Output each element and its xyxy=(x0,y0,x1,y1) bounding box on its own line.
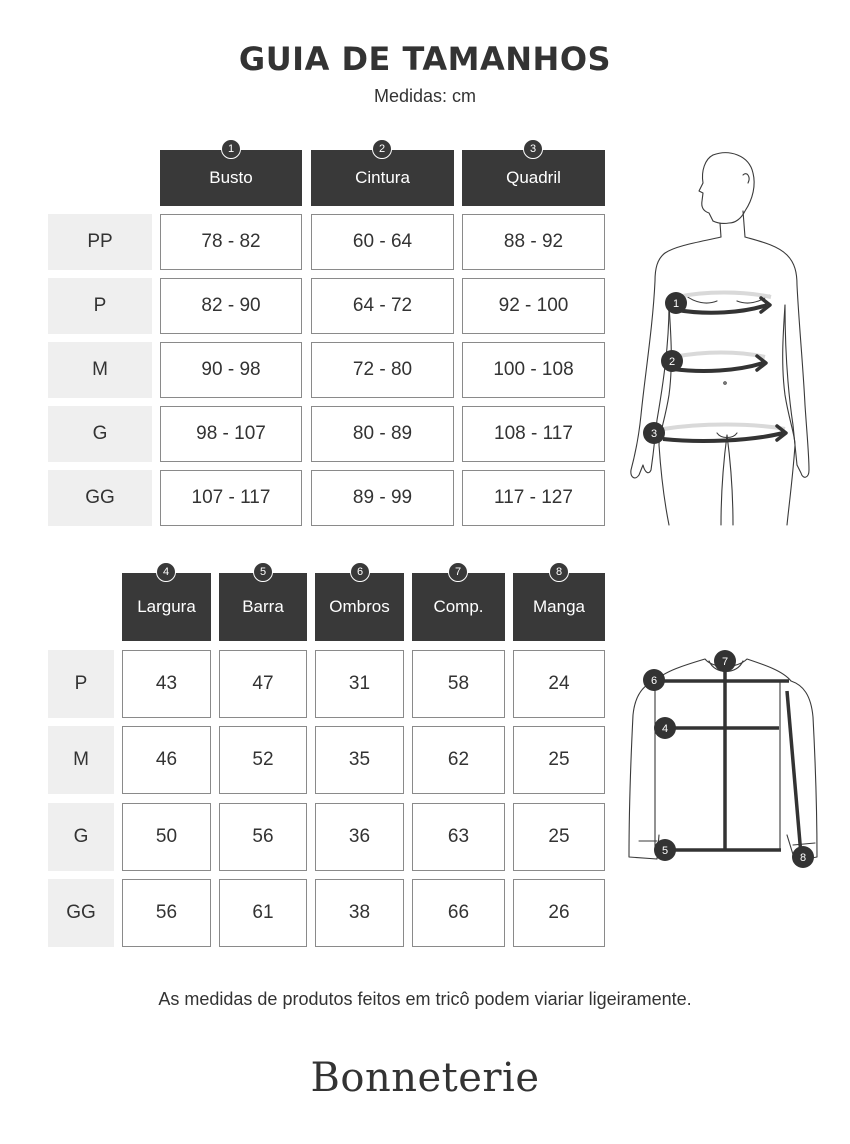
marker-label: 4 xyxy=(661,723,669,735)
marker-8-icon xyxy=(792,846,814,868)
table-cell: 26 xyxy=(513,879,605,947)
marker-2-icon xyxy=(661,350,683,372)
marker-1-icon xyxy=(665,292,687,314)
brand-logo: Bonneterie xyxy=(310,1055,540,1101)
table-header-length xyxy=(412,573,505,641)
marker-4-icon xyxy=(654,717,676,739)
table-cell: 92 - 100 xyxy=(462,278,605,334)
table-cell: 50 xyxy=(122,803,211,871)
table-cell: 31 xyxy=(315,650,404,718)
table-cell: 56 xyxy=(219,803,307,871)
marker-3-icon xyxy=(643,422,665,444)
table-header-hem xyxy=(219,573,307,641)
header-label: Comp. xyxy=(433,597,484,616)
table-cell: 61 xyxy=(219,879,307,947)
marker-label: 1 xyxy=(672,298,680,310)
header-label: Quadril xyxy=(506,168,561,187)
page-title: GUIA DE TAMANHOS xyxy=(238,40,612,78)
header-label: Barra xyxy=(242,597,284,616)
table-cell: 38 xyxy=(315,879,404,947)
size-label: P xyxy=(48,278,152,334)
marker-label: 2 xyxy=(668,356,676,368)
table-cell: 98 - 107 xyxy=(160,406,302,462)
number-badge: 5 xyxy=(253,562,273,582)
marker-label: 8 xyxy=(799,852,807,864)
table-cell: 36 xyxy=(315,803,404,871)
table-cell: 117 - 127 xyxy=(462,470,605,526)
size-label: G xyxy=(48,803,114,871)
page-subtitle: Medidas: cm xyxy=(373,86,477,106)
size-label: M xyxy=(48,726,114,794)
marker-label: 3 xyxy=(650,428,658,440)
number-badge: 6 xyxy=(350,562,370,582)
table-cell: 62 xyxy=(412,726,505,794)
table-cell: 58 xyxy=(412,650,505,718)
number-badge: 8 xyxy=(549,562,569,582)
table-header-width xyxy=(122,573,211,641)
table-cell: 52 xyxy=(219,726,307,794)
table-cell: 56 xyxy=(122,879,211,947)
number-badge: 2 xyxy=(372,139,392,159)
table-cell: 89 - 99 xyxy=(311,470,454,526)
size-label: M xyxy=(48,342,152,398)
marker-5-icon xyxy=(654,839,676,861)
size-label: PP xyxy=(48,214,152,270)
table-cell: 47 xyxy=(219,650,307,718)
table-cell: 72 - 80 xyxy=(311,342,454,398)
table-cell: 90 - 98 xyxy=(160,342,302,398)
table-cell: 82 - 90 xyxy=(160,278,302,334)
table-cell: 107 - 117 xyxy=(160,470,302,526)
table-cell: 88 - 92 xyxy=(462,214,605,270)
marker-label: 7 xyxy=(721,656,729,668)
header-label: Ombros xyxy=(329,597,390,616)
table-cell: 25 xyxy=(513,726,605,794)
table-cell: 64 - 72 xyxy=(311,278,454,334)
number-badge: 1 xyxy=(221,139,241,159)
body-measurement-figure xyxy=(625,145,815,530)
table-cell: 78 - 82 xyxy=(160,214,302,270)
size-label: P xyxy=(48,650,114,718)
table-header-shoulders xyxy=(315,573,404,641)
table-cell: 60 - 64 xyxy=(311,214,454,270)
table-cell: 100 - 108 xyxy=(462,342,605,398)
header-label: Busto xyxy=(209,168,253,187)
disclaimer-note: As medidas de produtos feitos em tricô podem viariar ligeiramente. xyxy=(158,989,692,1009)
garment-measurement-figure xyxy=(625,645,825,875)
table-cell: 108 - 117 xyxy=(462,406,605,462)
number-badge: 3 xyxy=(523,139,543,159)
marker-label: 6 xyxy=(650,675,658,687)
table-cell: 35 xyxy=(315,726,404,794)
marker-6-icon xyxy=(643,669,665,691)
header-label: Largura xyxy=(137,597,196,616)
size-label: G xyxy=(48,406,152,462)
table-header-sleeve xyxy=(513,573,605,641)
table-cell: 43 xyxy=(122,650,211,718)
table-cell: 25 xyxy=(513,803,605,871)
marker-7-icon xyxy=(714,650,736,672)
number-badge: 7 xyxy=(448,562,468,582)
number-badge: 4 xyxy=(156,562,176,582)
header-label: Cintura xyxy=(355,168,410,187)
size-label: GG xyxy=(48,879,114,947)
table-cell: 66 xyxy=(412,879,505,947)
table-cell: 63 xyxy=(412,803,505,871)
table-cell: 80 - 89 xyxy=(311,406,454,462)
header-label: Manga xyxy=(533,597,585,616)
table-cell: 46 xyxy=(122,726,211,794)
marker-label: 5 xyxy=(661,845,669,857)
table-cell: 24 xyxy=(513,650,605,718)
size-label: GG xyxy=(48,470,152,526)
